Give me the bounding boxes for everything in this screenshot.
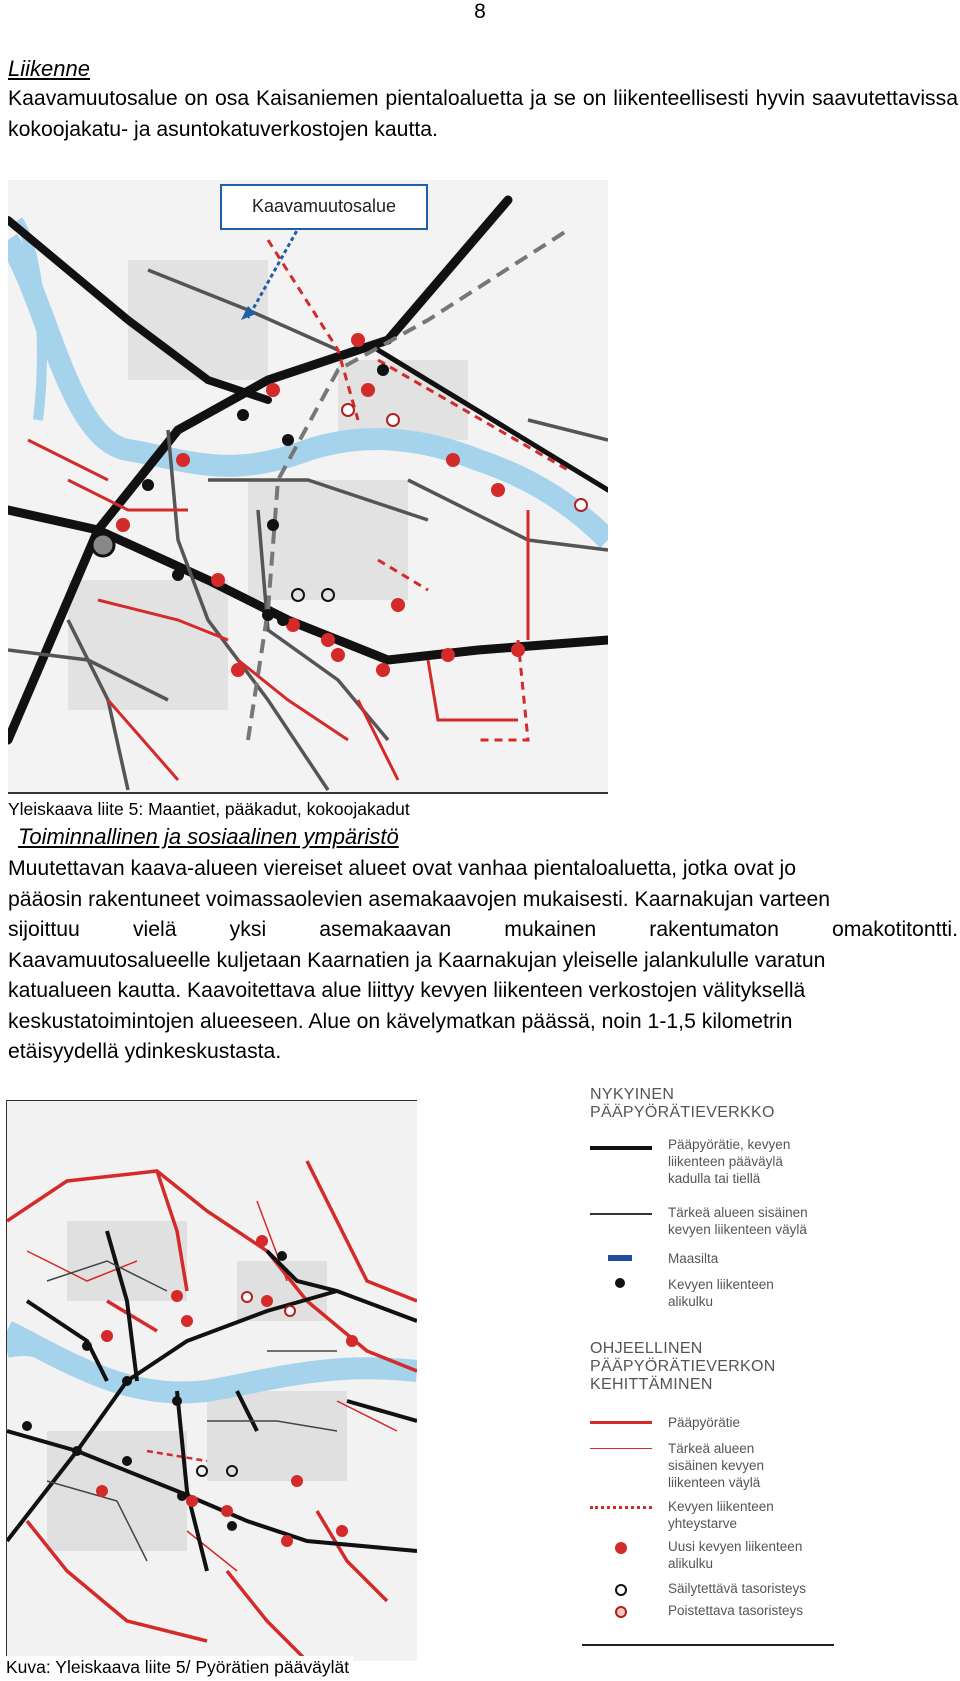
kept-crossing-symbol	[615, 1584, 627, 1596]
legend-label: Tärkeä alueen	[668, 1441, 755, 1456]
bridge-symbol	[608, 1255, 632, 1261]
legend-item-new-internal-route	[668, 1440, 764, 1491]
legend-title-dev-1: OHJEELLINEN	[590, 1340, 703, 1357]
legend-title-dev-3: KEHITTÄMINEN	[590, 1376, 713, 1393]
connection-need-symbol	[590, 1506, 652, 1509]
page-number: 8	[474, 0, 486, 23]
new-main-route-symbol	[590, 1421, 652, 1424]
legend-title-current-1: NYKYINEN	[590, 1086, 675, 1103]
new-internal-route-symbol	[590, 1448, 652, 1449]
legend-label: Uusi kevyen liikenteen	[668, 1539, 803, 1554]
cycle-network-map	[6, 1100, 417, 1661]
legend-label: sisäinen kevyen	[668, 1458, 765, 1473]
paragraph-line: sijoittuu vielä yksi asemakaavan mukainen rakentumaton omakotitontti.	[8, 918, 958, 941]
legend-item-underpass	[668, 1276, 774, 1310]
legend-title-dev-2: PÄÄPYÖRÄTIEVERKON	[590, 1358, 776, 1375]
legend-item-kept-crossing: Säilytettävä tasoristeys	[668, 1581, 807, 1596]
legend-label: alikulku	[668, 1556, 714, 1571]
legend-item-bridge: Maasilta	[668, 1251, 719, 1266]
legend-item-new-main-route: Pääpyörätie	[668, 1415, 741, 1430]
new-underpass-symbol	[615, 1542, 627, 1554]
toiminnallinen-paragraph	[8, 854, 958, 1068]
paragraph-line: Kaavamuutosalueelle kuljetaan Kaarnatien ja Kaarnakujan yleiselle jalankululle varatun	[8, 948, 826, 972]
map2-caption: Kuva: Yleiskaava liite 5/ Pyörätien pääväylät	[6, 1656, 353, 1678]
legend-label: kevyen liikenteen väylä	[668, 1222, 807, 1237]
legend-title-current-2: PÄÄPYÖRÄTIEVERKKO	[590, 1104, 775, 1121]
road-network-map-graphic	[8, 180, 608, 792]
legend-label: Kevyen liikenteen	[668, 1277, 774, 1292]
removed-crossing-symbol	[615, 1606, 627, 1618]
paragraph-line: keskustatoimintojen alueeseen. Alue on kävelymatkan päässä, noin 1-1,5 kilometrin	[8, 1009, 793, 1033]
section-heading-liikenne: Liikenne	[8, 56, 90, 81]
legend-label: Kevyen liikenteen	[668, 1499, 774, 1514]
section-heading-toiminnallinen: Toiminnallinen ja sosiaalinen ympäristö	[18, 824, 399, 849]
paragraph-line: Muutettavan kaava-alueen viereiset alueet ovat vanhaa pientaloaluetta, jotka ovat jo	[8, 857, 796, 880]
legend-label: kadulla tai tiellä	[668, 1171, 761, 1186]
legend-label: liikenteen pääväylä	[668, 1154, 783, 1169]
legend-label: alikulku	[668, 1294, 714, 1309]
legend-item-new-underpass	[668, 1538, 802, 1572]
legend-label: Pääpyörätie, kevyen	[668, 1137, 791, 1152]
legend-item-main-route	[668, 1136, 790, 1187]
cycle-network-map-graphic	[7, 1101, 417, 1661]
internal-route-symbol	[590, 1213, 652, 1215]
legend-label: Tärkeä alueen sisäinen	[668, 1205, 808, 1220]
legend-bottom-rule	[582, 1644, 834, 1646]
legend-item-internal-route	[668, 1204, 808, 1238]
paragraph-line: etäisyydellä ydinkeskustasta.	[8, 1040, 282, 1063]
map1-caption: Yleiskaava liite 5: Maantiet, pääkadut, kokoojakadut	[8, 799, 410, 819]
liikenne-paragraph: Kaavamuutosalue on osa Kaisaniemen pientaloaluetta ja se on liikenteellisesti hyvin saavutettavissa kokoojakatu- ja asuntokatuverkostojen kautta.	[8, 87, 958, 141]
paragraph-line: pääosin rakentuneet voimassaolevien asemakaavojen mukaisesti. Kaarnakujan varteen	[8, 887, 831, 911]
underpass-symbol	[615, 1278, 625, 1288]
legend-label: yhteystarve	[668, 1516, 738, 1531]
road-network-map	[8, 180, 608, 792]
legend-label: liikenteen väylä	[668, 1475, 761, 1490]
paragraph-line: katualueen kautta. Kaavoitettava alue liittyy kevyen liikenteen verkostojen välityksellä	[8, 979, 806, 1002]
legend-item-removed-crossing: Poistettava tasoristeys	[668, 1603, 804, 1618]
map1-bottom-rule	[8, 792, 608, 794]
main-route-symbol	[590, 1146, 652, 1150]
legend-item-connection-need	[668, 1498, 774, 1532]
cycle-network-legend	[560, 1080, 840, 1660]
kaavamuutosalue-callout: Kaavamuutosalue	[220, 184, 428, 230]
